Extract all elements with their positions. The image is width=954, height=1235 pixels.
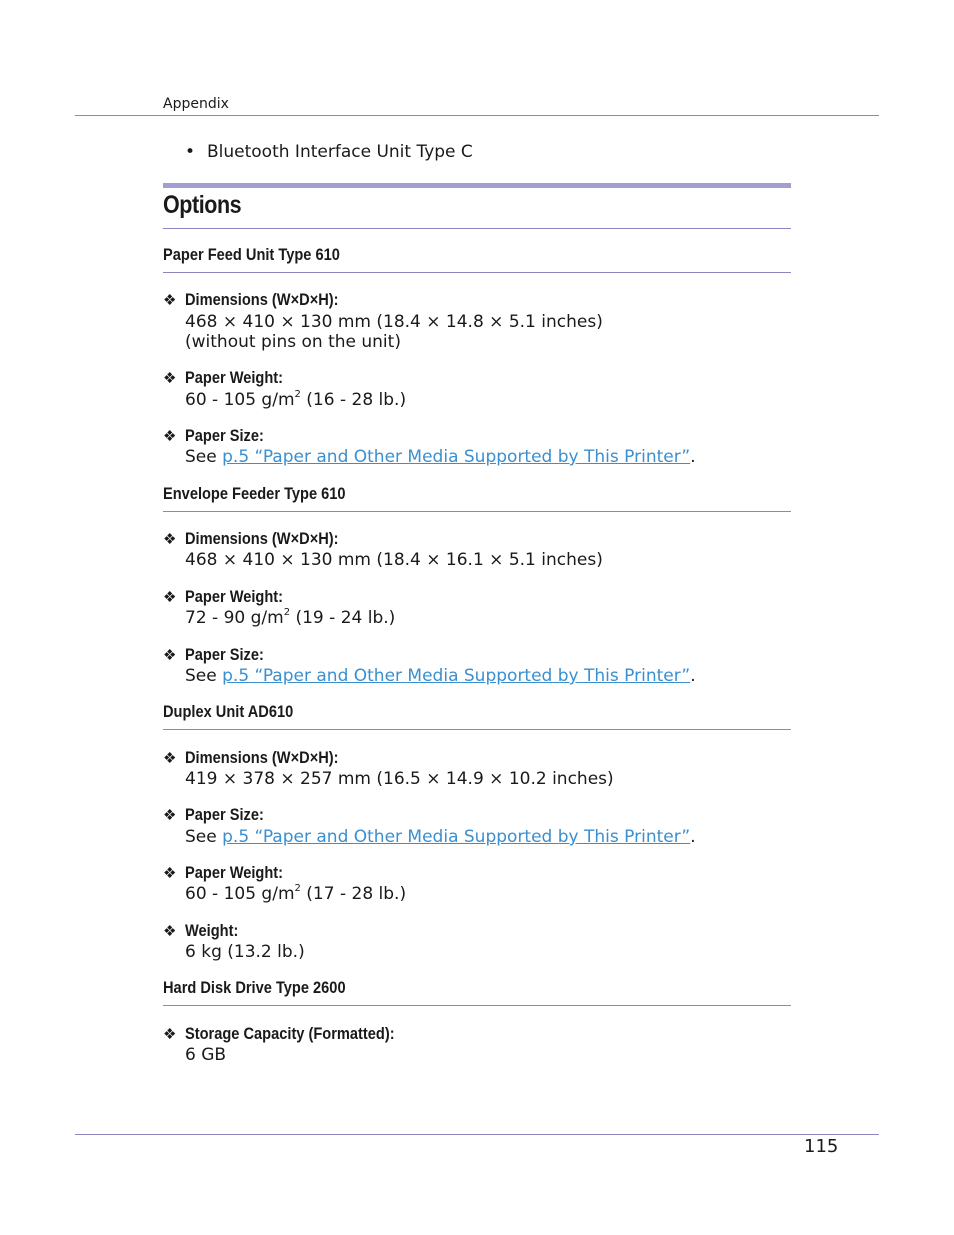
spec-heading: ❖ Paper Size: bbox=[163, 805, 264, 824]
spec-heading: ❖ Dimensions (W×D×H): bbox=[163, 529, 339, 548]
spec-value: 6 GB bbox=[185, 1045, 227, 1065]
diamond-bullet-icon: ❖ bbox=[163, 292, 177, 309]
footer-rule bbox=[75, 1134, 879, 1135]
diamond-bullet-icon: ❖ bbox=[163, 647, 177, 664]
spec-value: See p.5 “Paper and Other Media Supported by This Printer”. bbox=[185, 666, 696, 686]
title-bottom-rule bbox=[163, 228, 791, 229]
intro-bullet-item bbox=[185, 142, 473, 162]
section-rule bbox=[163, 729, 791, 730]
header-rule bbox=[75, 115, 879, 116]
diamond-bullet-icon: ❖ bbox=[163, 923, 177, 940]
diamond-bullet-icon: ❖ bbox=[163, 807, 177, 824]
bullet-icon: • bbox=[185, 142, 196, 162]
title-top-rule bbox=[163, 183, 791, 188]
spec-heading: ❖ Paper Size: bbox=[163, 645, 264, 664]
spec-value: 419 × 378 × 257 mm (16.5 × 14.9 × 10.2 inches) bbox=[185, 769, 614, 789]
diamond-bullet-icon: ❖ bbox=[163, 589, 177, 606]
paper-media-link[interactable]: p.5 “Paper and Other Media Supported by This Printer” bbox=[222, 447, 691, 467]
spec-value: 468 × 410 × 130 mm (18.4 × 16.1 × 5.1 inches) bbox=[185, 550, 603, 570]
intro-bullet-text: Bluetooth Interface Unit Type C bbox=[207, 142, 473, 162]
spec-heading: ❖ Dimensions (W×D×H): bbox=[163, 290, 339, 309]
spec-value: 60 - 105 $g/m^2$ (17 - 28 lb.) bbox=[185, 883, 407, 904]
section-rule bbox=[163, 511, 791, 512]
spec-value: 468 × 410 × 130 mm (18.4 × 14.8 × 5.1 inches) bbox=[185, 312, 603, 332]
spec-value: 60 - 105 $g/m^2$ (16 - 28 lb.) bbox=[185, 389, 407, 410]
spec-note: (without pins on the unit) bbox=[185, 332, 401, 352]
page-title: Options bbox=[163, 191, 242, 219]
spec-heading: ❖ Paper Weight: bbox=[163, 863, 284, 882]
diamond-bullet-icon: ❖ bbox=[163, 865, 177, 882]
spec-heading: ❖ Paper Weight: bbox=[163, 368, 284, 387]
section-title-paper-feed-unit: Paper Feed Unit Type 610 bbox=[163, 245, 340, 264]
section-rule bbox=[163, 272, 791, 273]
diamond-bullet-icon: ❖ bbox=[163, 428, 177, 445]
diamond-bullet-icon: ❖ bbox=[163, 531, 177, 548]
diamond-bullet-icon: ❖ bbox=[163, 750, 177, 767]
page-number: 115 bbox=[804, 1136, 839, 1157]
section-title-duplex-unit: Duplex Unit AD610 bbox=[163, 702, 294, 721]
section-rule bbox=[163, 1005, 791, 1006]
spec-heading: ❖ Paper Weight: bbox=[163, 587, 284, 606]
spec-heading: ❖ Dimensions (W×D×H): bbox=[163, 748, 339, 767]
spec-heading: ❖ Weight: bbox=[163, 921, 239, 940]
spec-value: 6 kg (13.2 lb.) bbox=[185, 942, 305, 962]
spec-value: See p.5 “Paper and Other Media Supported by This Printer”. bbox=[185, 447, 696, 467]
spec-value: 72 - 90 $g/m^2$ (19 - 24 lb.) bbox=[185, 607, 396, 628]
paper-media-link[interactable]: p.5 “Paper and Other Media Supported by This Printer” bbox=[222, 666, 691, 686]
spec-value: See p.5 “Paper and Other Media Supported by This Printer”. bbox=[185, 827, 696, 847]
running-header: Appendix bbox=[163, 96, 229, 112]
section-title-envelope-feeder: Envelope Feeder Type 610 bbox=[163, 484, 346, 503]
spec-heading: ❖ Paper Size: bbox=[163, 426, 264, 445]
diamond-bullet-icon: ❖ bbox=[163, 1026, 177, 1043]
spec-heading: ❖ Storage Capacity (Formatted): bbox=[163, 1024, 395, 1043]
diamond-bullet-icon: ❖ bbox=[163, 370, 177, 387]
section-title-hard-disk-drive: Hard Disk Drive Type 2600 bbox=[163, 978, 346, 997]
paper-media-link[interactable]: p.5 “Paper and Other Media Supported by This Printer” bbox=[222, 827, 691, 847]
